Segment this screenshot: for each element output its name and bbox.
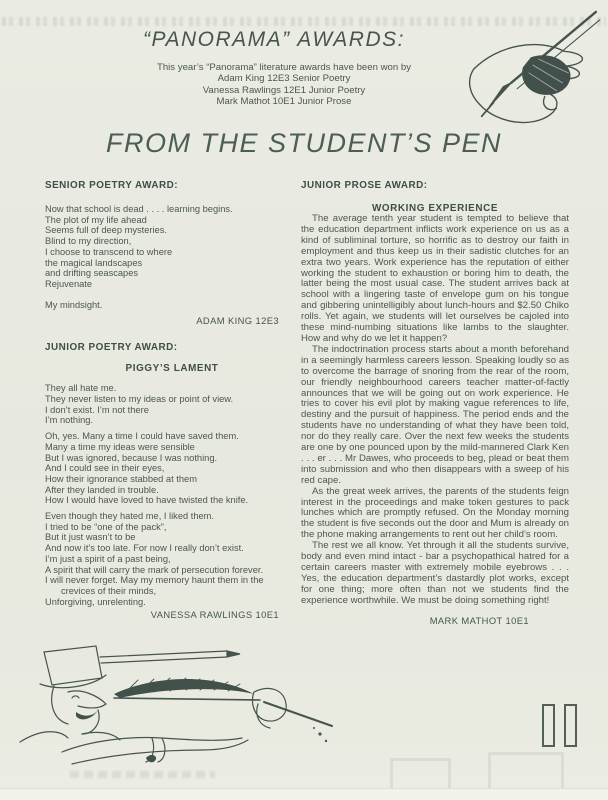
prose-author: MARK MATHOT 10E1 — [429, 614, 529, 626]
prose-title: WORKING EXPERIENCE — [371, 203, 499, 214]
senior-poem-author: ADAM KING 12E3 — [196, 315, 279, 327]
left-column — [45, 180, 299, 620]
hand-holding-pen-illustration — [446, 8, 604, 136]
prose-paragraph: The average tenth year student is tempted to believe that the education department inflicts work experience on us as a kind of subliminal torture, so horrific as to destroy our faith in employment and thus keep us in their sadistic clutches for an extra two years. Work experience has the reputation of either working the student to exhaustion or boring him to death, the latter being the most usual case. The student arrives back at school with a lingering taste of envelope gum on his tongue and gibbering unintelligibly about lunch-hours and $2.50 Chiko rolls. Yet again, we students will let ourselves be cajoled into these mind-numbing situations like lambs to the slaughter. How and why do we let it happen? — [301, 213, 569, 344]
prose-paragraph: The rest we all know. Yet through it all the students survive, body and even mind intact - bar a psychopathical hatred for a certain careers master with extremely mobile eyebrows . . . Yes, the education department’s dastardly plot works, except for one thing; more often than not we students find the experience worthwhile. We must be doing something right! — [301, 540, 569, 606]
banner-title: FROM THE STUDENT’S PEN — [105, 128, 502, 158]
intro-line: This year’s “Panorama” literature awards have been won by — [156, 62, 411, 73]
right-column — [301, 180, 569, 626]
prose-paragraph: As the great week arrives, the parents of the students feign interest in the proceedings and make token gestures to pack lunches which are promptly refused. On the Monday morning the student is five seconds out the door and Mum is already on the phone making arrangements to rent out her child’s room. — [301, 485, 569, 541]
page-title: “PANORAMA” AWARDS: — [143, 28, 405, 51]
senior-poem-stanza: My mindsight. — [45, 299, 103, 310]
page-number-digit — [542, 704, 555, 747]
winner-line: Mark Mathot 10E1 Junior Prose — [216, 96, 352, 108]
senior-poetry-heading: SENIOR POETRY AWARD: — [45, 180, 179, 191]
winner-line: Adam King 12E3 Senior Poetry — [217, 73, 351, 85]
winner-line: Vanessa Rawlings 12E1 Junior Poetry — [202, 84, 366, 96]
print-bleed-through-text — [70, 771, 215, 778]
senior-poem-stanza: Now that school is dead . . . . learning begins. The plot of my life ahead Seems full of deep mysteries. Blind to my direction, I choose to transcend to where the magical landscapes and drifting seascapes Rejuvenate — [45, 204, 233, 289]
junior-poem-stanza: Oh, yes. Many a time I could have saved them. Many a time my ideas were sensible But I was ignored, because I was nothing. And I could see in their eyes, How their ignorance stabbed at them After they landed in trouble. How I would have loved to have twisted the knife. — [45, 431, 249, 506]
page-number — [542, 704, 577, 747]
prose-paragraph: The indoctrination process starts about a month beforehand in a seemingly harmless careers lesson. Speaking loudly so as to overcome the barrage of snoring from the rear of the room, our friendly neighbourhood careers teacher matter-of-factly announces that we will be going out on work experience. He tries to cover his evil plot by making vague references to life, destiny and the pursuit of happiness. The period ends and the students have no understanding of what they have been told, nor do they really care. Over the next few weeks the students are one by one pounced upon by the mild-mannered Clark Ken . . . er . . . Mr Dawes, who proceeds to beg, plead or beat them into submission and who then disappears with a sweep of his red cape. — [301, 343, 569, 486]
junior-prose-heading: JUNIOR PROSE AWARD: — [301, 180, 428, 191]
junior-poem-stanza: Even though they hated me, I liked them. I tried to be “one of the pack”, But it just wasn’t to be And now it’s too late. For now I really don’t exist. I’m just a spirit of a past being, A spirit that will carry the mark of persecution forever. I will never forget. May my memory haunt them in the crevices of their minds, Unforgiving, unrelenting. — [45, 511, 264, 607]
page-number-digit — [564, 704, 577, 747]
writer-with-quill-illustration — [2, 642, 334, 777]
scan-bottom-edge — [0, 788, 608, 800]
poem-title: PIGGY’S LAMENT — [125, 363, 219, 375]
junior-poem-stanza: They all hate me. They never listen to my ideas or point of view. I don’t exist. I’m not there I’m nothing. — [45, 383, 234, 426]
junior-poetry-heading: JUNIOR POETRY AWARD: — [45, 342, 178, 354]
print-bleed-through-box — [390, 758, 451, 792]
junior-poem-author: VANESSA RAWLINGS 10E1 — [150, 609, 279, 621]
